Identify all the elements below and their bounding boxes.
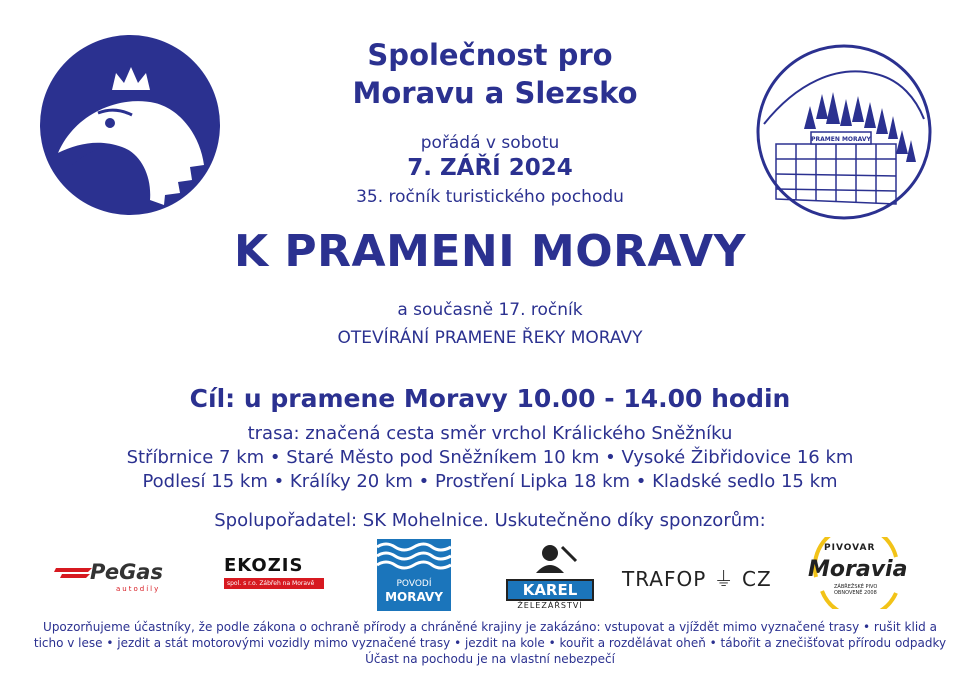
karel-figure-icon — [506, 543, 594, 575]
sponsor-trafop-logo: TRAFOP ⏚ CZ — [622, 567, 772, 591]
sponsors-label: Spolupořadatel: SK Mohelnice. Uskutečněno díky sponzorům: — [214, 510, 766, 531]
concurrent-line2: OTEVÍRÁNÍ PRAMENE ŘEKY MORAVY — [337, 328, 643, 348]
route-line2: Stříbrnice 7 km • Staré Město pod Sněžníkem 10 km • Vysoké Žibřidovice 16 km — [126, 447, 854, 468]
karel-name: KAREL — [506, 579, 594, 601]
event-intro: pořádá v sobotu — [420, 133, 560, 153]
spring-plaque-label: PRAMEN MORAVY — [811, 136, 871, 143]
event-title: K PRAMENI MORAVY — [233, 226, 746, 277]
povodi-line2: MORAVY — [385, 590, 443, 604]
pegas-name: PeGas — [90, 560, 163, 584]
org-name-line1: Společnost pro — [367, 38, 613, 72]
route-line3: Podlesí 15 km • Králíky 20 km • Prostření Lipka 18 km • Kladské sedlo 15 km — [142, 471, 838, 492]
event-date: 7. ZÁŘÍ 2024 — [407, 155, 573, 181]
pivovar-sub1: ZÁBŘEŽSKÉ PIVO — [834, 584, 878, 590]
pivovar-name: Moravia — [808, 557, 908, 582]
footer-line2: ticho v lese • jezdit a stát motorovými vozidly mimo vyznačené trasy • jezdit na kole • kouřit a rozdělávat oheň • tábořit a znečišťovat přírodu odpadky — [33, 636, 947, 650]
footer-line1: Upozorňujeme účastníky, že podle zákona o ochraně přírody a chráněné krajiny je zakázáno: vstupovat a vjíždět mimo vyznačené trasy • rušit klid a — [43, 620, 937, 634]
pivovar-top: PIVOVAR — [824, 543, 876, 553]
goal-line: Cíl: u pramene Moravy 10.00 - 14.00 hodin — [189, 384, 791, 413]
povodi-line1: POVODÍ — [396, 579, 432, 589]
sponsor-pegas-logo — [52, 560, 192, 593]
karel-sub: ŽELEZÁŘSTVÍ — [517, 601, 583, 610]
route-line1: trasa: značená cesta směr vrchol Králického Sněžníku — [247, 423, 733, 444]
event-edition: 35. ročník turistického pochodu — [356, 187, 624, 207]
footer-line3: Účast na pochodu je na vlastní nebezpečí — [365, 652, 615, 666]
sponsor-ekozis-logo — [224, 555, 324, 597]
wave-icon — [377, 539, 451, 575]
concurrent-line1: a současně 17. ročník — [397, 300, 583, 320]
pivovar-sub2: OBNOVENÉ 2008 — [834, 590, 877, 596]
pegas-sub: autodíly — [116, 585, 161, 593]
org-name-line2: Moravu a Slezsko — [352, 76, 638, 110]
sponsor-karel-logo — [506, 543, 594, 610]
footer-notice — [0, 619, 980, 667]
sponsor-pivovar-moravia-logo — [806, 537, 906, 609]
ekozis-sub: spol. s r.o. Zábřeh na Moravě — [224, 578, 324, 589]
ekozis-name: EKOZIS — [224, 555, 304, 576]
sponsor-povodi-moravy-logo — [377, 539, 451, 611]
organization-name — [290, 36, 690, 112]
